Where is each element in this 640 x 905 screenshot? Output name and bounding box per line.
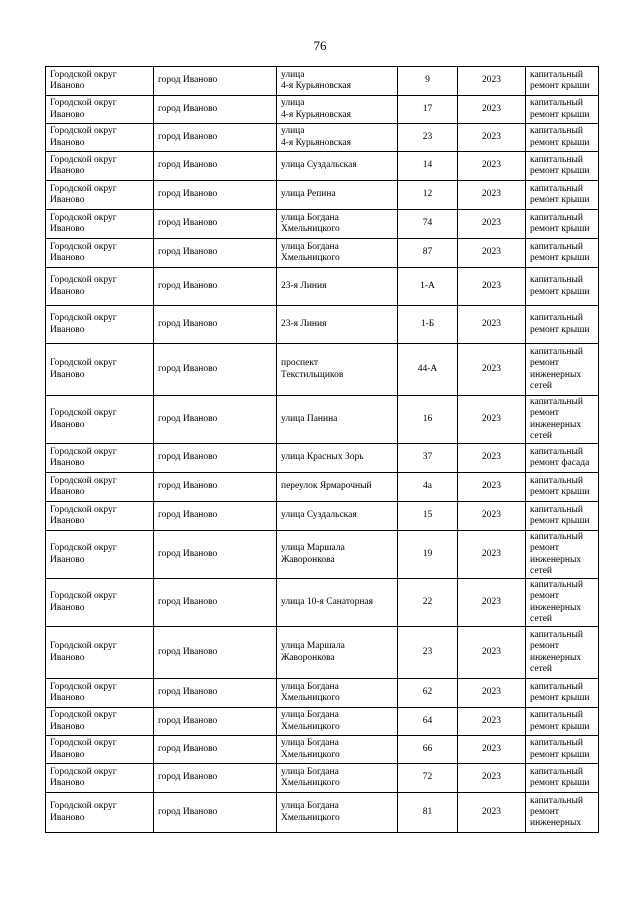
year-cell: 2023 — [458, 268, 526, 306]
house-number-cell: 72 — [398, 764, 458, 793]
street-cell: улица Репина — [277, 181, 398, 210]
work-type-cell: капитальный ремонт крыши — [526, 96, 599, 124]
year-cell: 2023 — [458, 502, 526, 531]
district-cell: Городской округ Иваново — [46, 210, 154, 239]
year-cell: 2023 — [458, 444, 526, 473]
table-row — [46, 396, 599, 444]
district-cell: Городской округ Иваново — [46, 708, 154, 736]
street-cell: улица Панина — [277, 396, 398, 444]
locality-cell: город Иваново — [154, 579, 277, 627]
street-cell: улица Богдана Хмельницкого — [277, 210, 398, 239]
year-cell: 2023 — [458, 210, 526, 239]
work-type-cell: капитальный ремонт инженерных сетей — [526, 531, 599, 579]
work-type-cell: капитальный ремонт крыши — [526, 181, 599, 210]
street-cell: улица 10-я Санаторная — [277, 579, 398, 627]
street-cell: улица Богдана Хмельницкого — [277, 736, 398, 764]
district-cell: Городской округ Иваново — [46, 124, 154, 152]
work-type-cell: капитальный ремонт крыши — [526, 679, 599, 708]
house-number-cell: 12 — [398, 181, 458, 210]
locality-cell: город Иваново — [154, 124, 277, 152]
house-number-cell: 22 — [398, 579, 458, 627]
locality-cell: город Иваново — [154, 444, 277, 473]
locality-cell: город Иваново — [154, 306, 277, 344]
district-cell: Городской округ Иваново — [46, 96, 154, 124]
street-cell: улица Богдана Хмельницкого — [277, 708, 398, 736]
table-row — [46, 306, 599, 344]
year-cell: 2023 — [458, 708, 526, 736]
work-type-cell: капитальный ремонт инженерных сетей — [526, 627, 599, 679]
locality-cell: город Иваново — [154, 708, 277, 736]
district-cell: Городской округ Иваново — [46, 531, 154, 579]
house-number-cell: 15 — [398, 502, 458, 531]
year-cell: 2023 — [458, 306, 526, 344]
house-number-cell: 16 — [398, 396, 458, 444]
house-number-cell: 9 — [398, 67, 458, 96]
district-cell: Городской округ Иваново — [46, 396, 154, 444]
district-cell: Городской округ Иваново — [46, 67, 154, 96]
house-number-cell: 1-Б — [398, 306, 458, 344]
locality-cell: город Иваново — [154, 67, 277, 96]
work-type-cell: капитальный ремонт инженерных сетей — [526, 344, 599, 396]
house-number-cell: 4а — [398, 473, 458, 502]
district-cell: Городской округ Иваново — [46, 473, 154, 502]
work-type-cell: капитальный ремонт крыши — [526, 473, 599, 502]
work-type-cell: капитальный ремонт фасада — [526, 444, 599, 473]
table-row — [46, 679, 599, 708]
street-cell: переулок Ярмарочный — [277, 473, 398, 502]
house-number-cell: 19 — [398, 531, 458, 579]
district-cell: Городской округ Иваново — [46, 627, 154, 679]
house-number-cell: 74 — [398, 210, 458, 239]
street-cell: улица 4-я Курьяновская — [277, 67, 398, 96]
table-row — [46, 708, 599, 736]
table-row — [46, 444, 599, 473]
house-number-cell: 37 — [398, 444, 458, 473]
table-row — [46, 502, 599, 531]
locality-cell: город Иваново — [154, 96, 277, 124]
street-cell: улица Богдана Хмельницкого — [277, 239, 398, 268]
house-number-cell: 14 — [398, 152, 458, 181]
work-type-cell: капитальный ремонт крыши — [526, 210, 599, 239]
table-row — [46, 764, 599, 793]
house-number-cell: 23 — [398, 124, 458, 152]
district-cell: Городской округ Иваново — [46, 793, 154, 833]
year-cell: 2023 — [458, 579, 526, 627]
table-row — [46, 210, 599, 239]
table-row — [46, 531, 599, 579]
house-number-cell: 17 — [398, 96, 458, 124]
locality-cell: город Иваново — [154, 344, 277, 396]
house-number-cell: 44-А — [398, 344, 458, 396]
year-cell: 2023 — [458, 627, 526, 679]
table-row — [46, 152, 599, 181]
year-cell: 2023 — [458, 793, 526, 833]
work-type-cell: капитальный ремонт крыши — [526, 502, 599, 531]
locality-cell: город Иваново — [154, 627, 277, 679]
year-cell: 2023 — [458, 764, 526, 793]
year-cell: 2023 — [458, 736, 526, 764]
table-row — [46, 627, 599, 679]
locality-cell: город Иваново — [154, 502, 277, 531]
locality-cell: город Иваново — [154, 181, 277, 210]
street-cell: улица Маршала Жаворонкова — [277, 531, 398, 579]
district-cell: Городской округ Иваново — [46, 181, 154, 210]
district-cell: Городской округ Иваново — [46, 579, 154, 627]
street-cell: 23-я Линия — [277, 268, 398, 306]
district-cell: Городской округ Иваново — [46, 764, 154, 793]
year-cell: 2023 — [458, 344, 526, 396]
street-cell: улица 4-я Курьяновская — [277, 96, 398, 124]
table-row — [46, 268, 599, 306]
district-cell: Городской округ Иваново — [46, 736, 154, 764]
street-cell: улица Красных Зорь — [277, 444, 398, 473]
district-cell: Городской округ Иваново — [46, 152, 154, 181]
table-row — [46, 579, 599, 627]
table-row — [46, 96, 599, 124]
locality-cell: город Иваново — [154, 210, 277, 239]
district-cell: Городской округ Иваново — [46, 239, 154, 268]
work-type-cell: капитальный ремонт инженерных сетей — [526, 396, 599, 444]
work-type-cell: капитальный ремонт инженерных — [526, 793, 599, 833]
work-type-cell: капитальный ремонт крыши — [526, 268, 599, 306]
locality-cell: город Иваново — [154, 268, 277, 306]
table-row — [46, 124, 599, 152]
table-row — [46, 181, 599, 210]
table-body — [46, 67, 599, 833]
locality-cell: город Иваново — [154, 396, 277, 444]
year-cell: 2023 — [458, 239, 526, 268]
locality-cell: город Иваново — [154, 736, 277, 764]
work-type-cell: капитальный ремонт крыши — [526, 764, 599, 793]
district-cell: Городской округ Иваново — [46, 502, 154, 531]
table-row — [46, 473, 599, 502]
year-cell: 2023 — [458, 96, 526, 124]
table-row — [46, 239, 599, 268]
work-type-cell: капитальный ремонт крыши — [526, 152, 599, 181]
house-number-cell: 81 — [398, 793, 458, 833]
table-row — [46, 793, 599, 833]
year-cell: 2023 — [458, 124, 526, 152]
locality-cell: город Иваново — [154, 764, 277, 793]
district-cell: Городской округ Иваново — [46, 344, 154, 396]
table-row — [46, 344, 599, 396]
street-cell: улица Богдана Хмельницкого — [277, 679, 398, 708]
locality-cell: город Иваново — [154, 531, 277, 579]
house-number-cell: 87 — [398, 239, 458, 268]
house-number-cell: 1-А — [398, 268, 458, 306]
street-cell: улица Богдана Хмельницкого — [277, 793, 398, 833]
street-cell: 23-я Линия — [277, 306, 398, 344]
street-cell: улица Суздальская — [277, 502, 398, 531]
street-cell: улица 4-я Курьяновская — [277, 124, 398, 152]
locality-cell: город Иваново — [154, 793, 277, 833]
district-cell: Городской округ Иваново — [46, 268, 154, 306]
district-cell: Городской округ Иваново — [46, 444, 154, 473]
house-number-cell: 62 — [398, 679, 458, 708]
year-cell: 2023 — [458, 679, 526, 708]
year-cell: 2023 — [458, 531, 526, 579]
house-number-cell: 66 — [398, 736, 458, 764]
street-cell: улица Маршала Жаворонкова — [277, 627, 398, 679]
locality-cell: город Иваново — [154, 239, 277, 268]
street-cell: улица Суздальская — [277, 152, 398, 181]
locality-cell: город Иваново — [154, 473, 277, 502]
table-row — [46, 67, 599, 96]
district-cell: Городской округ Иваново — [46, 679, 154, 708]
year-cell: 2023 — [458, 181, 526, 210]
page-number: 76 — [313, 38, 327, 53]
district-cell: Городской округ Иваново — [46, 306, 154, 344]
repair-schedule-table — [45, 66, 599, 833]
work-type-cell: капитальный ремонт крыши — [526, 124, 599, 152]
work-type-cell: капитальный ремонт крыши — [526, 306, 599, 344]
year-cell: 2023 — [458, 67, 526, 96]
street-cell: проспект Текстильщиков — [277, 344, 398, 396]
work-type-cell: капитальный ремонт крыши — [526, 67, 599, 96]
work-type-cell: капитальный ремонт крыши — [526, 736, 599, 764]
street-cell: улица Богдана Хмельницкого — [277, 764, 398, 793]
house-number-cell: 64 — [398, 708, 458, 736]
locality-cell: город Иваново — [154, 679, 277, 708]
year-cell: 2023 — [458, 152, 526, 181]
year-cell: 2023 — [458, 473, 526, 502]
table-row — [46, 736, 599, 764]
house-number-cell: 23 — [398, 627, 458, 679]
work-type-cell: капитальный ремонт крыши — [526, 239, 599, 268]
work-type-cell: капитальный ремонт крыши — [526, 708, 599, 736]
locality-cell: город Иваново — [154, 152, 277, 181]
work-type-cell: капитальный ремонт инженерных сетей — [526, 579, 599, 627]
year-cell: 2023 — [458, 396, 526, 444]
